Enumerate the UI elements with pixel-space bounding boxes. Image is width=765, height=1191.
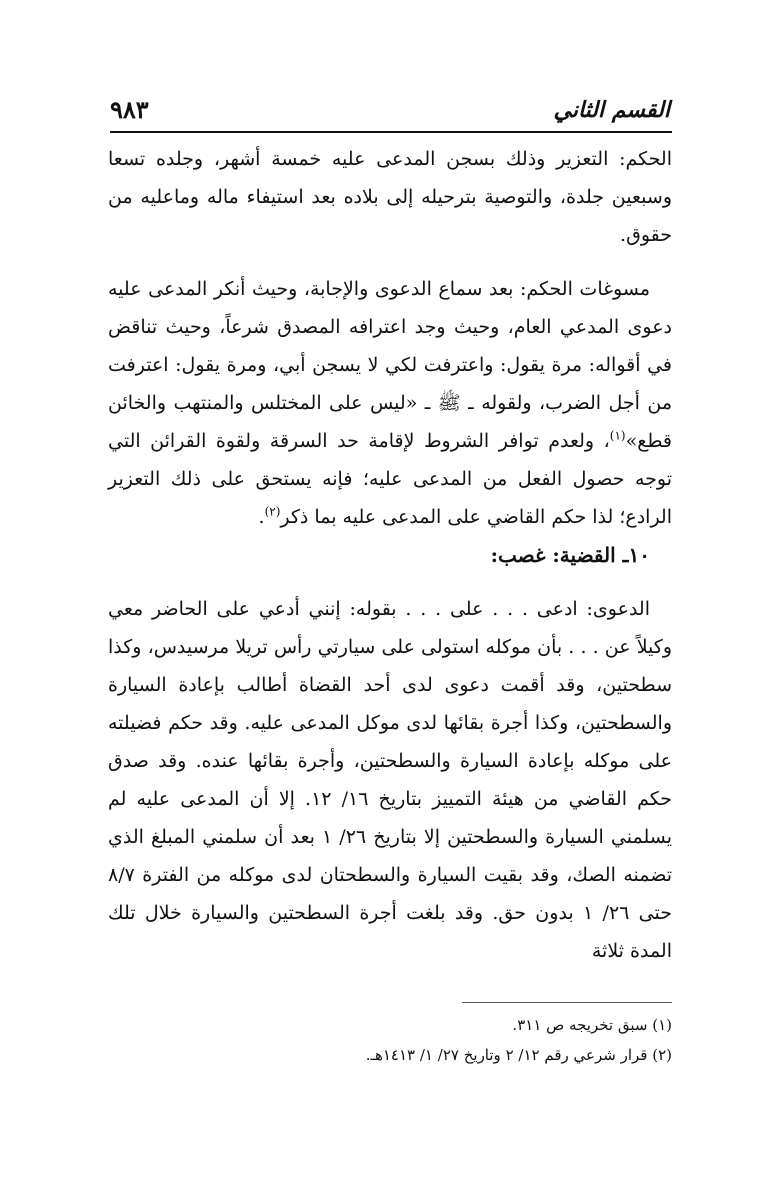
footnote-2: (٢) قرار شرعي رقم ١٢/ ٢ وتاريخ ٢٧/ ١/ ١٤١٣هـ. bbox=[365, 1046, 672, 1064]
footnote-rule bbox=[462, 1002, 672, 1003]
footnote-1: (١) سبق تخريجه ص ٣١١. bbox=[512, 1016, 672, 1034]
footnotes bbox=[108, 1010, 672, 1070]
claim-paragraph: الدعوى: ادعى . . . على . . . بقوله: إنني أدعي على الحاضر معي وكيلاً عن . . . بأن موكله استولى على سيارتي رأس تريلا مرسيدس، وكذا سطحتين، وقد أقمت دعوى لدى أحد القضاة أطالب بإعادة السيارة والسطحتين، وكذا أجرة بقائها لدى موكل المدعى عليه. وقد حكم فضيلته على موكله بإعادة السيارة والسطحتين، وأجرة بقائها عنده. وقد صدق حكم القاضي من هيئة التمييز بتاريخ ١٦/ ١٢. إلا أن المدعى عليه لم يسلمني السيارة والسطحتين إلا بتاريخ ٢٦/ ١ بعد أن سلمني المبلغ الذي تضمنه الصك، وقد بقيت السيارة والسطحتان لدى موكله من الفترة ٨/٧ حتى ٢٦/ ١ بدون حق. وقد بلغت أجرة السطحتين والسيارة خلال تلك المدة ثلاثة bbox=[108, 598, 672, 962]
justification-text-part2: ، ولعدم توافر الشروط لإقامة حد السرقة ولقوة القرائن التي توجه حصول الفعل من المدعى عليه؛ فإنه يستحق على ذلك التعزير الرادع؛ لذا حكم القاضي على المدعى عليه بما ذكر bbox=[108, 430, 672, 528]
header-rule bbox=[110, 131, 672, 133]
paragraph-gap bbox=[108, 254, 672, 270]
page-header bbox=[110, 95, 670, 131]
footnote-ref-2: (٢) bbox=[264, 504, 281, 519]
ruling-paragraph: الحكم: التعزير وذلك بسجن المدعى عليه خمسة أشهر، وجلده تسعا وسبعين جلدة، والتوصية بترحيله إلى بلاده بعد استيفاء ماله وماعليه من حقوق. bbox=[108, 148, 672, 246]
justification-text-end: . bbox=[258, 506, 265, 528]
page-number: ٩٨٣ bbox=[110, 95, 149, 124]
justification-paragraph bbox=[108, 270, 672, 536]
page-body bbox=[108, 140, 672, 970]
footnote-ref-1: (١) bbox=[609, 428, 626, 443]
case-heading: ١٠ـ القضية: غصب: bbox=[490, 543, 650, 567]
justification-text-part1: مسوغات الحكم: بعد سماع الدعوى والإجابة، وحيث أنكر المدعى عليه دعوى المدعي العام، وحيث وجد اعترافه المصدق شرعاً، وحيث تناقض في أقواله: مرة يقول: واعترفت لكي لا يسجن أبي، ومرة يقول: اعترفت من أجل الضرب، ولقوله ـ ﷺ ـ «ليس على المختلس والمنتهب والخائن قطع» bbox=[108, 278, 672, 452]
paragraph-gap bbox=[108, 574, 672, 590]
section-title: القسم الثاني bbox=[553, 97, 670, 123]
